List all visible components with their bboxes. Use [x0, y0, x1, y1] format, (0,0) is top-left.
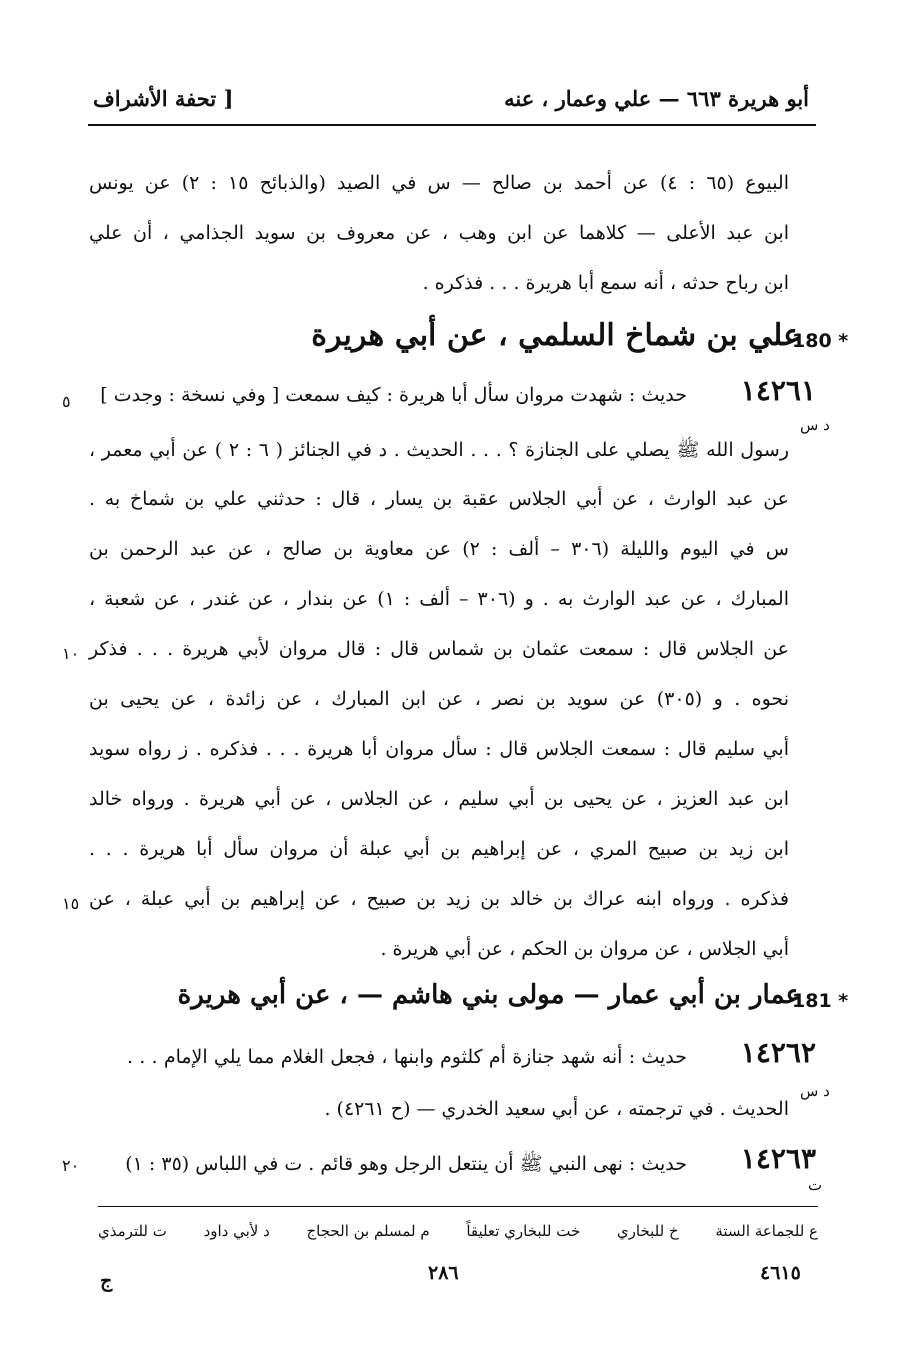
page-number: ٢٨٦ — [428, 1262, 459, 1284]
section-title: عمار بن أبي عمار — مولى بني هاشم — ، عن أبي هريرة — [177, 980, 801, 1010]
header-rule — [88, 124, 816, 126]
hadith-number: ١٤٢٦٣ — [740, 1142, 816, 1175]
text-line: البيوع (٦٥ : ٤) عن أحمد بن صالح — س في الصيد (والذبائح ١٥ : ٢) عن يونس — [89, 172, 789, 194]
legend-item: د لأبي داود — [203, 1222, 270, 1240]
text-line: أبي سليم قال : سمعت الجلاس قال : سأل مروان أبا هريرة . . . فذكره . ز رواه سويد — [89, 738, 789, 760]
text-line: عن عبد الوارث ، عن أبي الجلاس عقبة بن يسار ، قال : حدثني علي بن شماخ به . — [89, 488, 789, 510]
text-line: حديث : شهدت مروان سأل أبا هريرة : كيف سمعت [ وفي نسخة : وجدت ] — [100, 384, 687, 406]
legend-item: ع للجماعة الستة — [715, 1222, 818, 1240]
siglum: ت — [808, 1176, 823, 1194]
text-line: ابن رباح حدثه ، أنه سمع أبا هريرة . . . فذكره . — [422, 272, 789, 294]
text-line: حديث : أنه شهد جنازة أم كلثوم وابنها ، فجعل الغلام مما يلي الإمام . . . — [127, 1046, 687, 1068]
margin-line-number: ٢٠ — [62, 1156, 80, 1175]
text-line: المبارك ، عن عبد الوارث به . و (٣٠٦ – ألف : ١) عن بندار ، عن غندر ، عن شعبة ، — [89, 588, 790, 610]
text-line: فذكره . ورواه ابنه عراك بن خالد بن زيد بن صبيح ، عن إبراهيم بن أبي عبلة ، عن — [89, 888, 789, 910]
text-line: س في اليوم والليلة (٣٠٦ – ألف : ٢) عن معاوية بن صالح ، عن عبد الرحمن بن — [89, 538, 789, 560]
legend-item: خت للبخاري تعليقاً — [466, 1222, 581, 1240]
margin-line-number: ٥ — [62, 392, 71, 411]
running-header-left: [ تحفة الأشراف — [93, 86, 234, 111]
margin-line-number: ١٥ — [62, 894, 80, 913]
footer-rule — [98, 1206, 818, 1207]
running-header-right: أبو هريرة ٦٦٣ — علي وعمار ، عنه — [504, 86, 809, 111]
section-title: علي بن شماخ السلمي ، عن أبي هريرة — [311, 318, 801, 353]
margin-line-number: ١٠ — [62, 644, 80, 663]
text-line: نحوه . و (٣٠٥) عن سويد بن نصر ، عن ابن المبارك ، عن زائدة ، عن يحيى بن — [89, 688, 789, 710]
section-number: 181 * — [792, 990, 849, 1012]
text-line: حديث : نهى النبي ﷺ أن ينتعل الرجل وهو قائم . ت في اللباس (٣٥ : ١) — [125, 1153, 687, 1175]
hadith-number: ١٤٢٦٢ — [740, 1036, 816, 1069]
siglum: د س — [800, 1082, 830, 1100]
legend-item: م لمسلم بن الحجاج — [306, 1222, 430, 1240]
section-number: 180 * — [792, 330, 849, 352]
siglum: د س — [800, 416, 830, 434]
sigla-legend — [98, 1222, 818, 1240]
text-line: الحديث . في ترجمته ، عن أبي سعيد الخدري — (ح ٤٢٦١) . — [324, 1098, 789, 1120]
text-line: ابن زيد بن صبيح المري ، عن إبراهيم بن أبي عبلة أن مروان سأل أبا هريرة . . . — [89, 838, 789, 860]
signature-mark: ج — [100, 1270, 113, 1292]
volume-page-number: ٤٦١٥ — [760, 1262, 801, 1284]
legend-item: خ للبخاري — [616, 1222, 679, 1240]
legend-item: ت للترمذي — [98, 1222, 167, 1240]
text-line: أبي الجلاس ، عن مروان بن الحكم ، عن أبي هريرة . — [380, 938, 789, 960]
text-line: ابن عبد الأعلى — كلاهما عن ابن وهب ، عن معروف بن سويد الجذامي ، أن علي — [89, 222, 789, 244]
text-line: عن الجلاس قال : سمعت عثمان بن شماس قال : قال مروان لأبي هريرة . . . فذكر — [89, 638, 789, 660]
text-line: ابن عبد العزيز ، عن يحيى بن أبي سليم ، عن الجلاس ، عن أبي هريرة . ورواه خالد — [89, 788, 789, 810]
text-line: رسول الله ﷺ يصلي على الجنازة ؟ . . . الحديث . د في الجنائز ( ٦ : ٢ ) عن أبي معمر ، — [89, 439, 789, 461]
hadith-number: ١٤٢٦١ — [740, 374, 816, 407]
